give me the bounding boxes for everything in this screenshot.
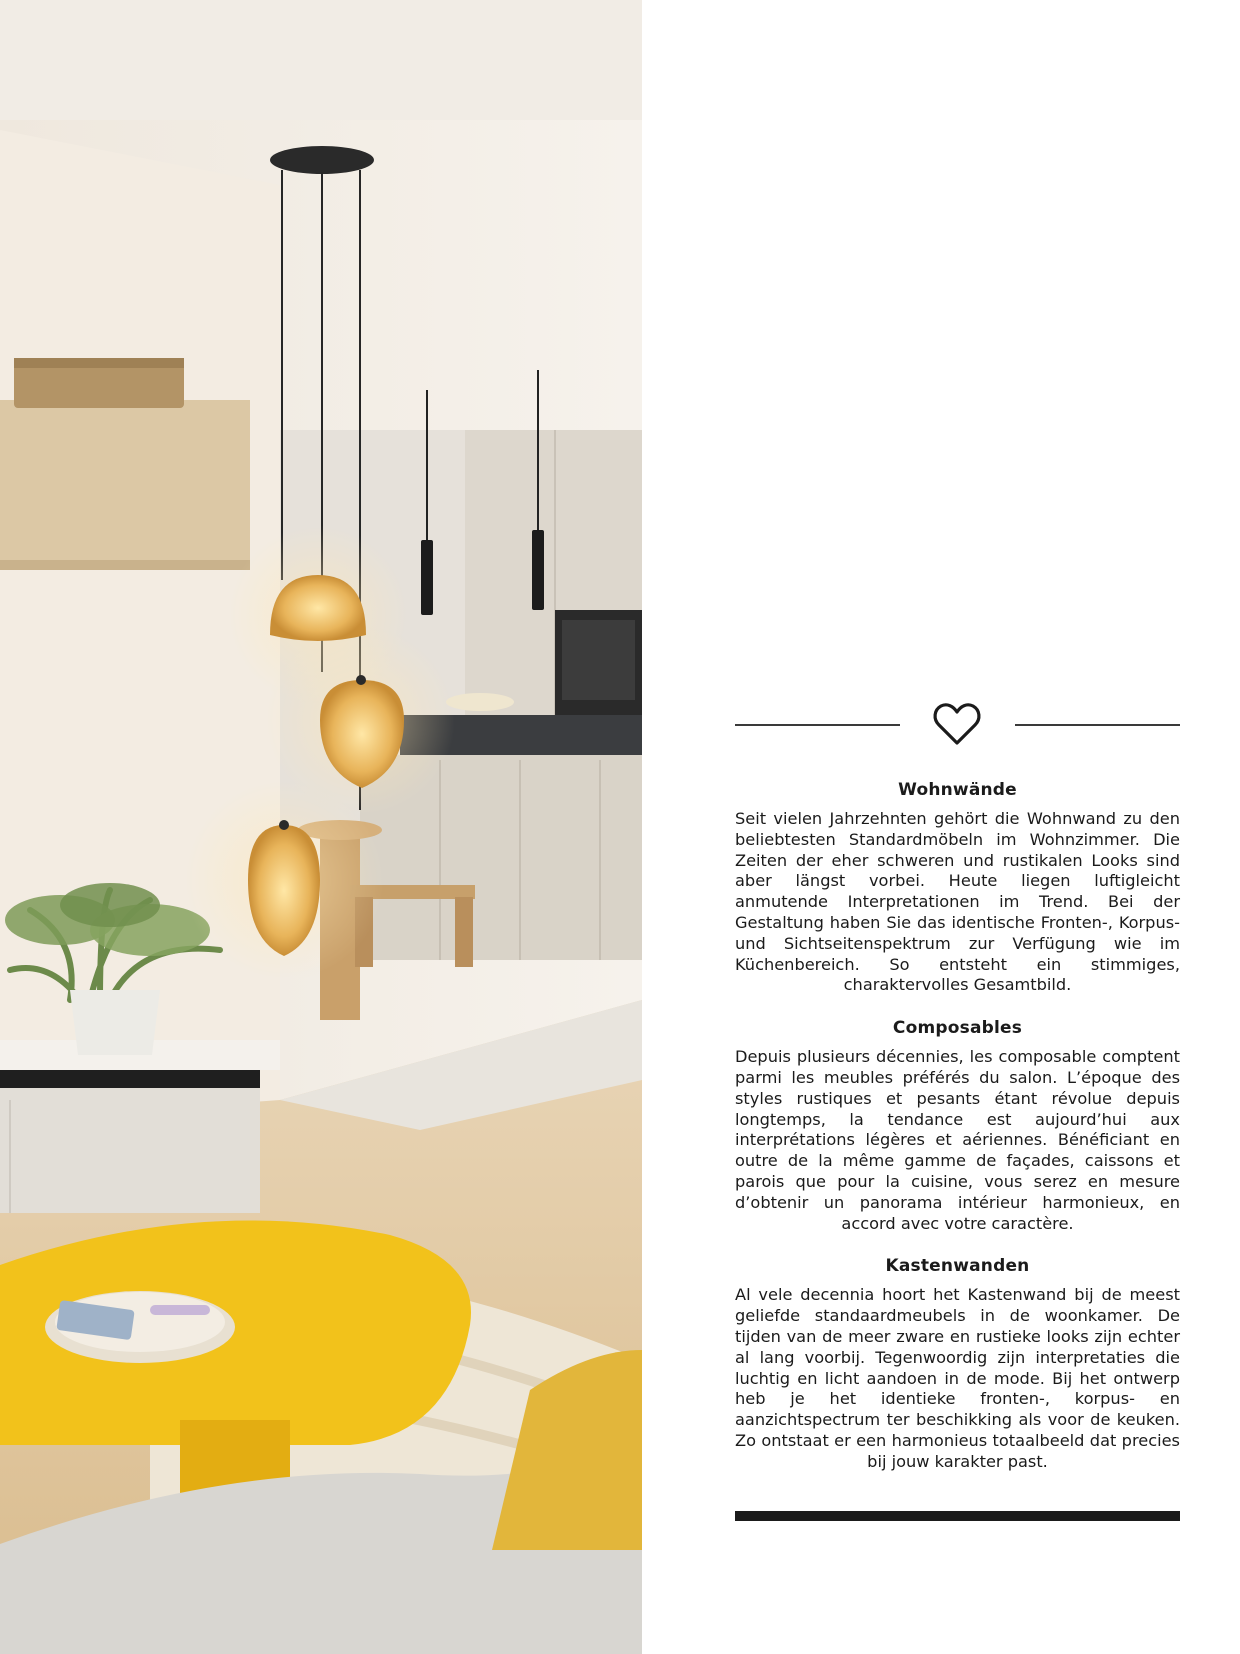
section-body: Al vele decennia hoort het Kastenwand bij de meest geliefde standaardmeubels in de woonkamer. De tijden van de meer zware en rustieke looks zijn echter al lang voorbij. Tegenwoordig zijn interpretaties die luchtig en licht aandoen in de mode. Bij het ontwerp heb je het identieke fronten-, korpus- en aanzichtspectrum ter beschikking als voor de keuken. Zo ontstaat er een harmonieus totaalbeeld dat precies bij jouw karakter past.: [735, 1285, 1180, 1471]
text-column: [735, 700, 1180, 1473]
heart-divider: [735, 700, 1180, 750]
divider-line-right: [1015, 724, 1180, 726]
section-heading: Composables: [892, 1018, 1023, 1039]
heart-icon: [932, 701, 982, 747]
section-kastenwanden: [735, 1256, 1180, 1472]
section-heading: Kastenwanden: [885, 1256, 1030, 1277]
section-composables: [735, 1018, 1180, 1234]
section-wohnwaende: [735, 780, 1180, 996]
closing-rule: [735, 1511, 1180, 1521]
divider-line-left: [735, 724, 900, 726]
section-heading: Wohnwände: [898, 780, 1017, 800]
section-body: Seit vielen Jahrzehnten gehört die Wohnwand zu den beliebtesten Standardmöbeln im Wohnzimmer. Die Zeiten der eher schweren und rustikalen Looks sind aber längst vorbei. Heute liegen luftigleicht anmutende Interpretationen im Trend. Bei der Gestaltung haben Sie das identische Fronten-, Korpus- und Sichtseitenspektrum zur Verfügung wie im Küchenbereich. So entsteht ein stimmiges, charaktervolles Gesamtbild.: [735, 809, 1180, 995]
section-body: Depuis plusieurs décennies, les composable comptent parmi les meubles préférés du salon. L’époque des styles rustiques et pesants étant révolue depuis longtemps, la tendance est aujourd’hui aux interprétations légères et aériennes. Bénéficiant en outre de la même gamme de façades, caissons et parois que pour la cuisine, vous serez en mesure d’obtenir un panorama intérieur harmonieux, en accord avec votre caractère.: [735, 1047, 1180, 1233]
